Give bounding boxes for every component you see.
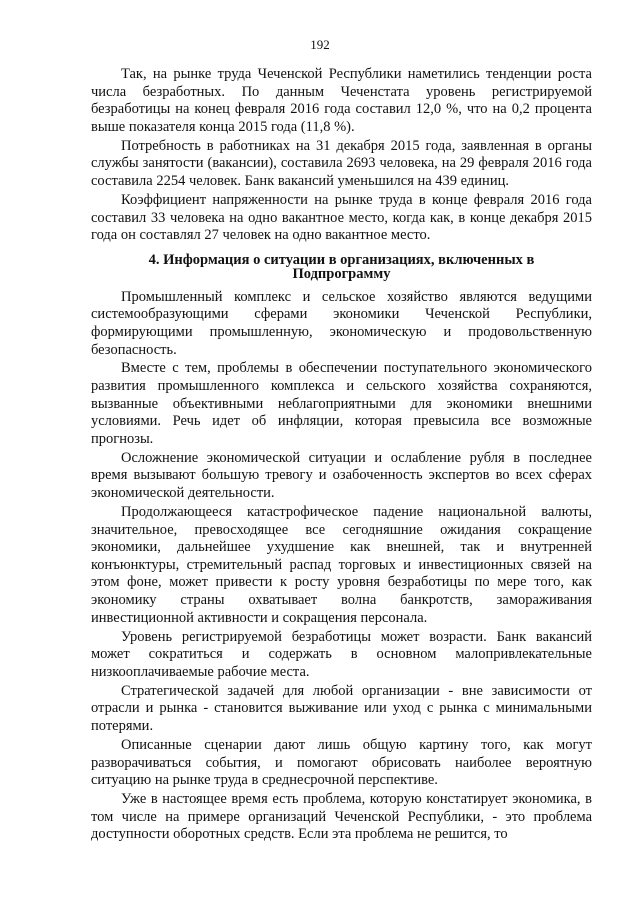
paragraph-working-capital: Уже в настоящее время есть проблема, которую констатирует экономика, в том числе на примере организаций Чеченской Республики, - это проблема доступности оборотных средств. Если эта проблема не решится, то [91, 791, 592, 843]
paragraph-ruble: Осложнение экономической ситуации и ослабление рубля в последнее время вызывают большую тревогу и озабоченность экспертов во всех сферах экономической деятельности. [91, 449, 592, 502]
paragraph-tension-ratio: Коэффициент напряженности на рынке труда в конце февраля 2016 года составил 33 человека на одно вакантное место, когда как, в конце декабря 2015 года он составлял 27 человек на одно вакантное место. [91, 191, 592, 244]
paragraph-strategy: Стратегической задачей для любой организации - вне зависимости от отрасли и рынка - становится выживание или уход с рынка с минимальными потерями. [91, 682, 592, 734]
paragraph-unemployment-trend: Так, на рынке труда Чеченской Республики наметились тенденции роста числа безработных. По данным Чеченстата уровень регистрируемой безработицы на конец февраля 2016 года составил 12,0 %, что на 0,2 процента выше показателя конца 2015 года (11,8 %). [91, 66, 592, 135]
paragraph-currency-fall: Продолжающееся катастрофическое падение национальной валюты, значительное, превосходящее все сегодняшние ожидания сокращение экономики, дальнейшее ухудшение как внешней, так и внутренней конъюнктуры, стремительный распад торговых и инвестиционных связей на этом фоне, может привести к росту уровня безработицы по мере того, как экономику страны охватывает волна банкротств, замораживания инвестиционной активности и сокращения персонала. [91, 504, 592, 626]
section-heading: 4. Информация о ситуации в организациях, включенных в Подпрограмму [148, 251, 535, 282]
paragraph-vacancies: Потребность в работниках на 31 декабря 2015 года, заявленная в органы службы занятости (вакансии), составила 2693 человека, на 29 февраля 2016 года составила 2254 человек. Банк вакансий уменьшился на 439 единиц. [91, 137, 592, 189]
document-body [91, 66, 592, 845]
paragraph-problems: Вместе с тем, проблемы в обеспечении поступательного экономического развития промышленного комплекса и сельского хозяйства сохраняются, вызванные объективными неблагоприятными для экономики внешними условиями. Речь идет об инфляции, которая превысила все возможные прогнозы. [91, 360, 592, 447]
paragraph-unemployment-rise: Уровень регистрируемой безработицы может возрасти. Банк вакансий может сократиться и содержать в основном малопривлекательные низкооплачиваемые рабочие места. [91, 628, 592, 680]
paragraph-industry: Промышленный комплекс и сельское хозяйство являются ведущими системообразующими сферами экономики Чеченской Республики, формирующими промышленную, экономическую и продовольственную безопасность. [91, 288, 592, 358]
paragraph-scenarios: Описанные сценарии дают лишь общую картину того, как могут разворачиваться события, и помогают обрисовать наиболее вероятную ситуацию на рынке труда в среднесрочной перспективе. [91, 736, 592, 789]
page-number: 192 [310, 37, 330, 52]
